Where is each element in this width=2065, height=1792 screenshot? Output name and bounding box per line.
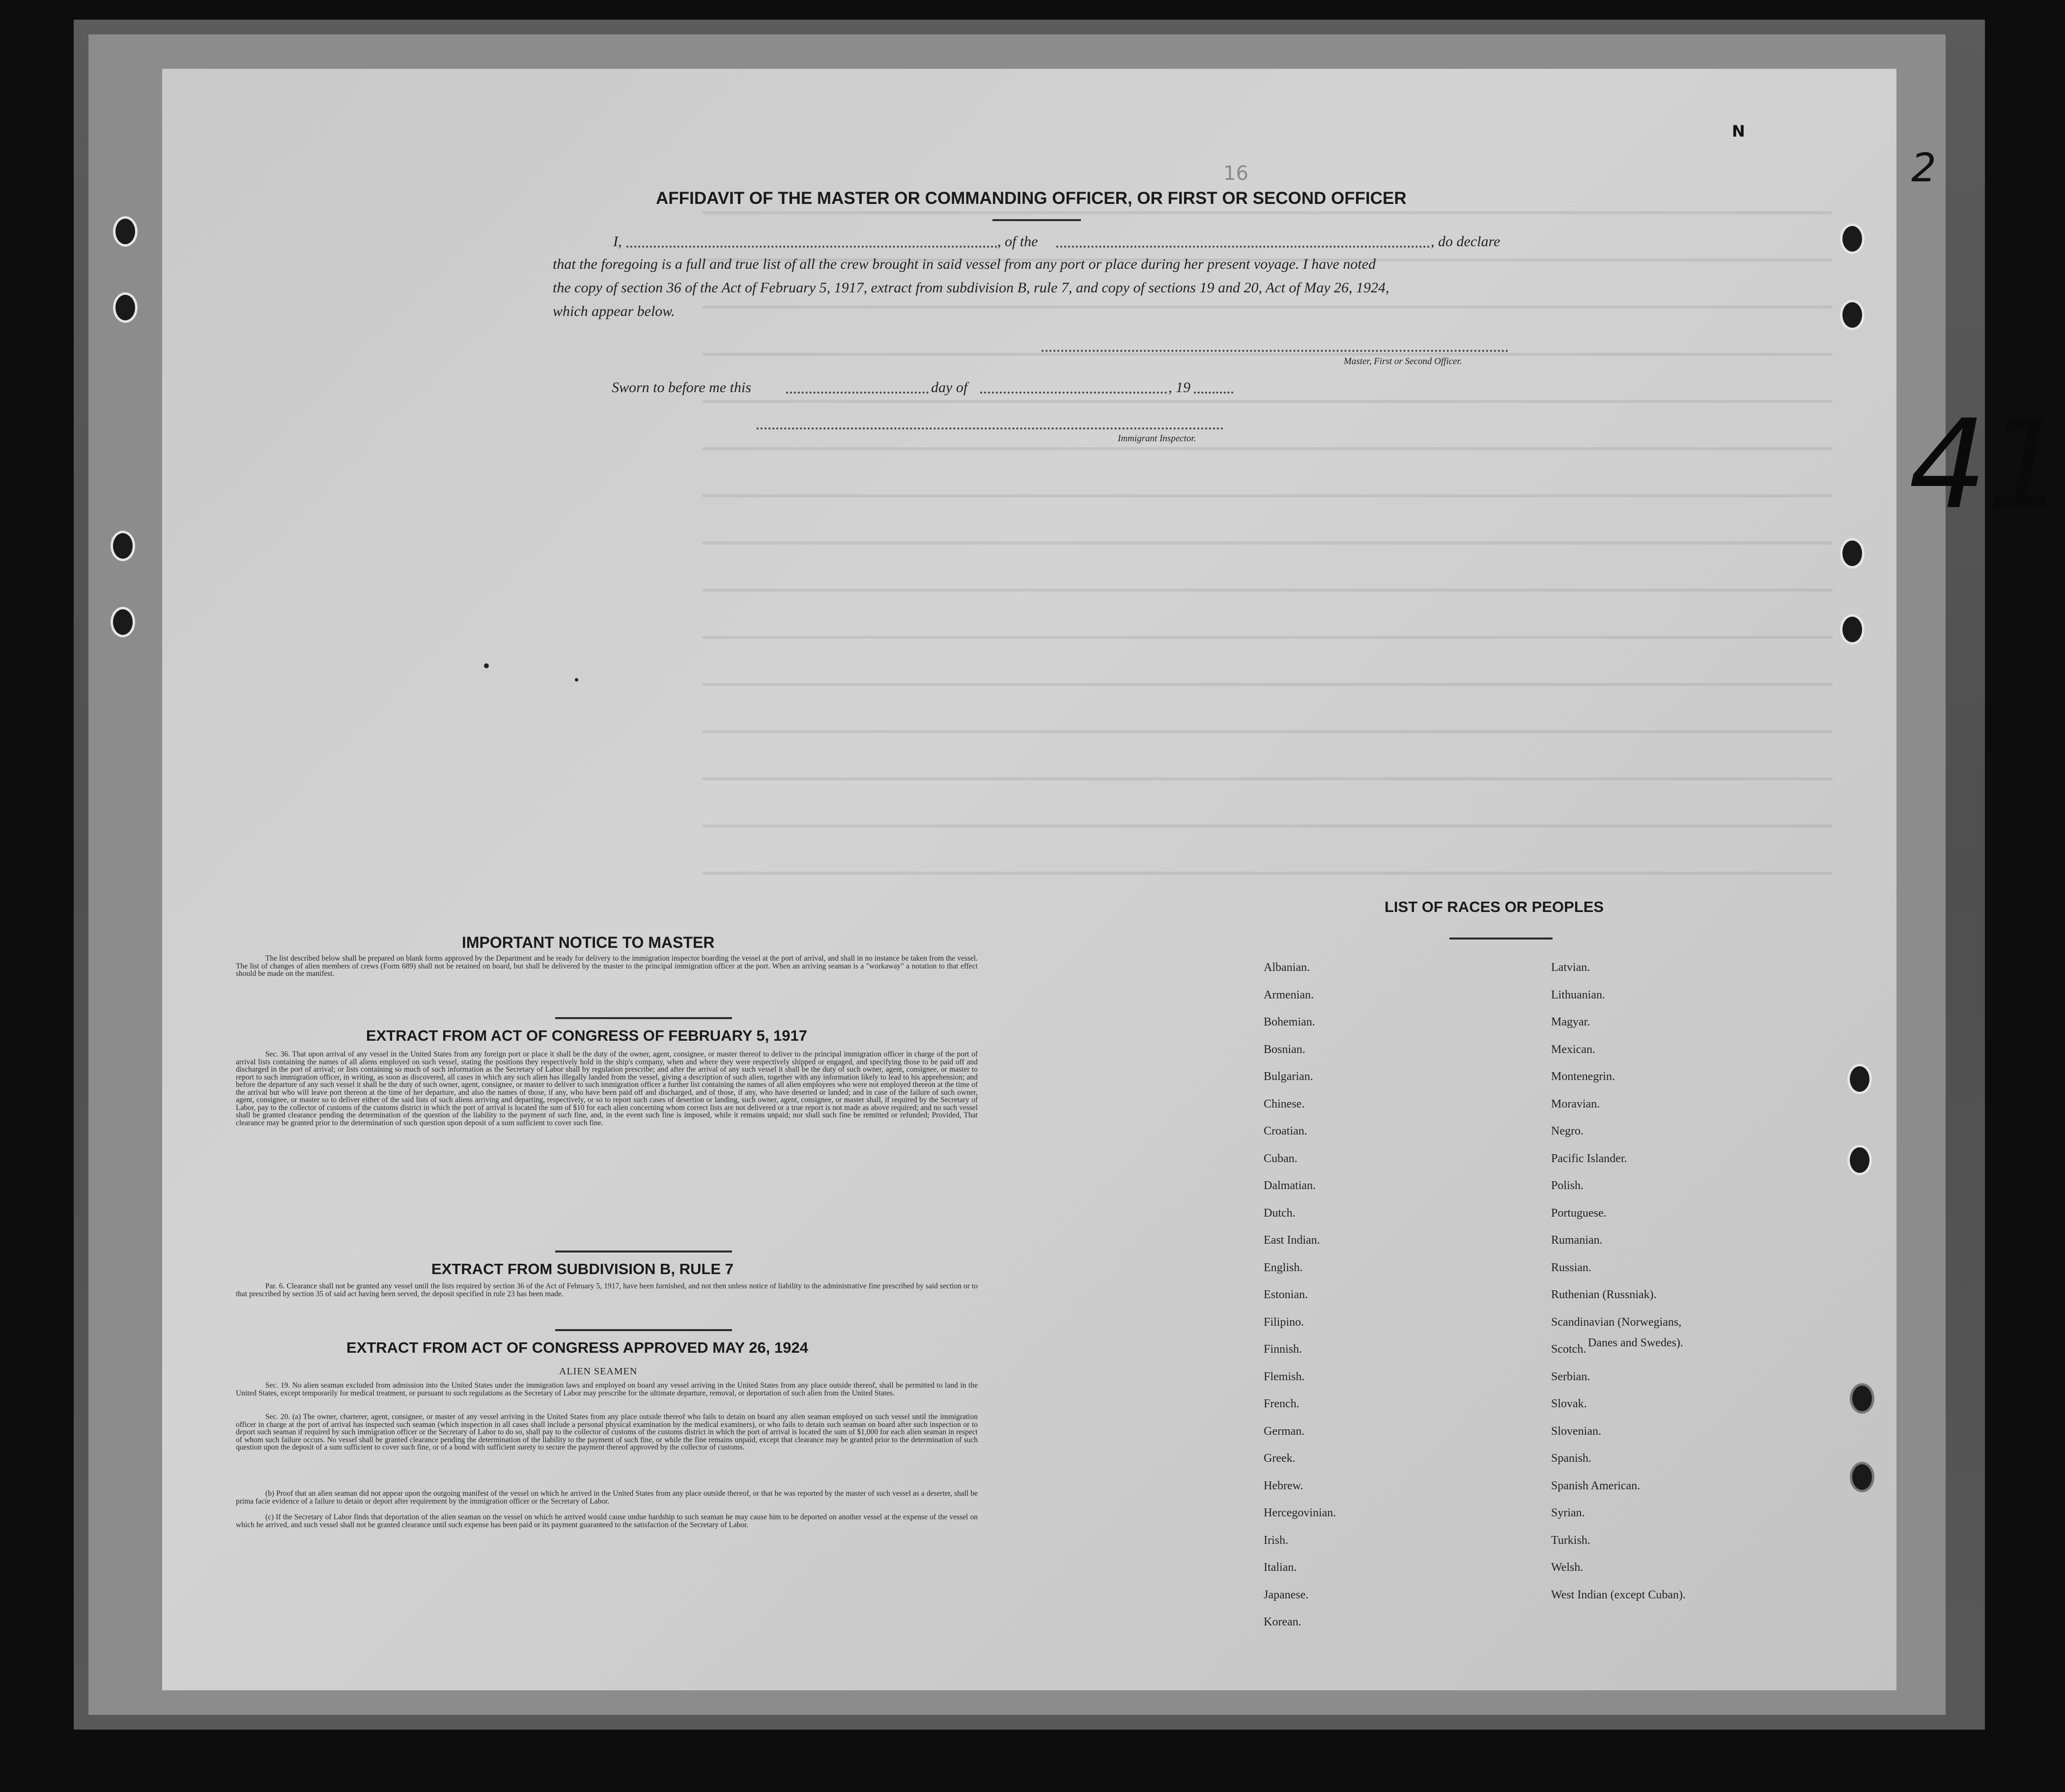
race-right-21: Spanish American. bbox=[1551, 1479, 1641, 1492]
binder-hole-right-3 bbox=[1840, 538, 1865, 569]
race-right-17: Serbian. bbox=[1551, 1370, 1590, 1383]
race-right-9: Polish. bbox=[1551, 1179, 1584, 1192]
races-title: LIST OF RACES OR PEOPLES bbox=[1385, 898, 1604, 915]
speck bbox=[575, 678, 578, 682]
sworn-day-blank bbox=[786, 392, 929, 394]
race-right-6: Moravian. bbox=[1551, 1097, 1600, 1110]
race-right-1: Latvian. bbox=[1551, 961, 1590, 974]
extract-1917-text: Sec. 36. That upon arrival of any vessel in the United States from any foreign port or place it shall be the duty of the owner, agent, consignee, or master thereof to deliver to the principal immigration officer in charge of the port of arrival lists containing the names of all aliens employed on such vessel, stating the positions they respectively hold in the ship's company, when and where they were respectively shipped or engaged, and specifying those to be paid off and discharged in the port of arrival; or lists containing so much of such information as the Secretary of Labor shall by regulation prescribe; and after the arrival of any such vessel it shall be the duty of such owner, agent, consignee, or master to report to such immigration officer, in writing, as soon as discovered, all cases in which any such alien has illegally landed from the vessel, giving a description of such alien, together with any information likely to lead to his apprehension; and before the departure of any such vessel it shall be the duty of such owner, agent, consignee, or master to deliver to such immigration officer a further list containing the names of all alien employees who were not employed thereon at the time of the arrival but who will leave port thereon at the time of her departure, and also the names of those, if any, who have been paid off and discharged, and of those, if any, who have deserted or landed; and in case of the failure of such owner, agent, consignee, or master so to deliver either of the said lists of such aliens arriving and departing, respectively, or so to report such cases of desertion or landing, such owner, agent, consignee, or master shall, if required by the Secretary of Labor, pay to the collector of customs of the customs district in which the port of arrival is located the sum of $10 for each alien concerning whom correct lists are not delivered or a true report is not made as above required; and no such vessel shall be granted clearance pending the determination of the question of the liability to the payment of such fine, and, in the event such fine is imposed, while it remains unpaid; nor shall such fine be remitted or refunded; Provided, That clearance may be granted prior to the determination of such question upon deposit of a sum sufficient to cover such fine. bbox=[236, 1050, 978, 1127]
race-left-23: Italian. bbox=[1264, 1561, 1297, 1574]
race-left-8: Cuban. bbox=[1264, 1152, 1298, 1165]
section-divider bbox=[555, 1329, 732, 1331]
binder-hole-right-6 bbox=[1847, 1145, 1872, 1175]
inspector-caption: Immigrant Inspector. bbox=[1118, 433, 1196, 444]
rule7-text: Par. 6. Clearance shall not be granted any vessel until the lists required by section 36 of the Act of February 5, 1917, have been furnished, and not then unless notice of liability to the administrative fine prescribed by said section or to that prescribed by section 35 of said act having been served, the deposit specified in rule 23 has been made. bbox=[236, 1282, 978, 1298]
race-right-25: West Indian (except Cuban). bbox=[1551, 1588, 1686, 1601]
race-left-9: Dalmatian. bbox=[1264, 1179, 1316, 1192]
race-right-14: Scandinavian (Norwegians, bbox=[1551, 1315, 1682, 1329]
handwritten-sheet-number: 41 bbox=[1909, 393, 2065, 536]
race-right-2: Lithuanian. bbox=[1551, 988, 1605, 1001]
race-left-14: Filipino. bbox=[1264, 1315, 1304, 1329]
race-right-12: Russian. bbox=[1551, 1261, 1592, 1274]
affidavit-line-2: that the foregoing is a full and true list of all the crew brought in said vessel from any port or place during her present voyage. I have noted bbox=[553, 256, 1376, 272]
affidavit-line-3: the copy of section 36 of the Act of February 5, 1917, extract from subdivision B, rule 7, and copy of sections 19 and 20, Act of May 26, 1924, bbox=[553, 280, 1389, 296]
binder-hole-left-2 bbox=[113, 292, 138, 323]
race-right-18: Slovak. bbox=[1551, 1397, 1587, 1410]
extract-1924-title: EXTRACT FROM ACT OF CONGRESS APPROVED MAY 26, 1924 bbox=[346, 1339, 808, 1356]
race-left-22: Irish. bbox=[1264, 1534, 1288, 1547]
section-divider bbox=[555, 1251, 732, 1252]
section-20b-text: (b) Proof that an alien seaman did not appear upon the outgoing manifest of the vessel on which he arrived in the United States from any place outside thereof, or that he was reported by the master of such vessel as a deserter, shall be prima facie evidence of a failure to detain or deport after requirement by the immigration officer or the Secretary of Labor. bbox=[236, 1489, 978, 1506]
race-left-21: Hercegovinian. bbox=[1264, 1507, 1336, 1519]
handwritten-corner-mark: 2 bbox=[1911, 145, 1936, 191]
binder-hole-right-7 bbox=[1850, 1383, 1874, 1414]
race-right-22: Syrian. bbox=[1551, 1507, 1585, 1519]
race-left-24: Japanese. bbox=[1264, 1588, 1309, 1601]
race-right-16: Scotch. bbox=[1551, 1343, 1586, 1356]
race-left-10: Dutch. bbox=[1264, 1206, 1296, 1220]
race-right-3: Magyar. bbox=[1551, 1016, 1590, 1028]
race-right-4: Mexican. bbox=[1551, 1043, 1595, 1056]
speck bbox=[484, 663, 489, 668]
sworn-year: , 19 bbox=[1168, 379, 1190, 396]
race-left-2: Armenian. bbox=[1264, 988, 1314, 1001]
stamp-mark: N bbox=[1732, 122, 1745, 141]
extract-1917-title: EXTRACT FROM ACT OF CONGRESS OF FEBRUARY 5, 1917 bbox=[366, 1027, 807, 1044]
race-left-19: Greek. bbox=[1264, 1452, 1296, 1465]
notice-text: The list described below shall be prepared on blank forms approved by the Department and be ready for delivery to the immigration inspector boarding the vessel at the port of arrival, and shall in no instance be taken from the vessel. The list of changes of alien members of crews (Form 689) shall not be retained on board, but shall be delivered by the master to the principal immigration officer at the port. When an arriving seaman is a "workaway" a notation to that effect should be made on the manifest. bbox=[236, 954, 978, 978]
section-20c-text: (c) If the Secretary of Labor finds that deportation of the alien seaman on the vessel on which he arrived would cause undue hardship to such seaman he may cause him to be deported on another vessel at the expense of the vessel on which he arrived, and such vessel shall not be granted clearance until such expense has been paid or its payment guaranteed to the satisfaction of the Secretary of Labor. bbox=[236, 1513, 978, 1529]
race-right-19: Slovenian. bbox=[1551, 1424, 1601, 1438]
name-blank bbox=[626, 246, 997, 248]
race-right-15: Danes and Swedes). bbox=[1588, 1336, 1683, 1349]
race-left-1: Albanian. bbox=[1264, 961, 1310, 974]
race-left-4: Bosnian. bbox=[1264, 1043, 1305, 1056]
faint-page-label: 16 bbox=[1223, 162, 1248, 185]
races-underline bbox=[1449, 938, 1553, 939]
affidavit-i: I, bbox=[613, 233, 622, 250]
master-caption: Master, First or Second Officer. bbox=[1344, 356, 1462, 367]
binder-hole-right-8 bbox=[1850, 1462, 1874, 1492]
race-left-15: Finnish. bbox=[1264, 1343, 1302, 1356]
binder-hole-right-2 bbox=[1840, 300, 1865, 330]
affidavit-of-the: , of the bbox=[997, 233, 1038, 250]
race-right-13: Ruthenian (Russniak). bbox=[1551, 1288, 1657, 1301]
sworn-day-of: day of bbox=[931, 379, 968, 396]
rule7-title: EXTRACT FROM SUBDIVISION B, RULE 7 bbox=[431, 1260, 734, 1278]
inspector-signature-line bbox=[757, 427, 1223, 429]
sworn-year-blank bbox=[1194, 392, 1233, 394]
race-right-23: Turkish. bbox=[1551, 1534, 1590, 1547]
race-left-17: French. bbox=[1264, 1397, 1300, 1410]
section-20a-text: Sec. 20. (a) The owner, charterer, agent, consignee, or master of any vessel arriving in the United States from any place outside thereof who fails to detain on board any alien seaman employed on such vessel until the immigration officer in charge at the port of arrival has inspected such seaman (which inspection in all cases shall include a personal physical examination by the medical examiners), or who fails to detain such seaman on board after such inspection or to deport such seaman if required by such immigration officer or the Secretary of Labor to do so, shall pay to the collector of customs of the customs district in which the port of arrival is located the sum of $1,000 for each alien seaman in respect of whom such failure occurs. No vessel shall be granted clearance pending the determination of the liability to the payment of such fine, or while the fine remains unpaid, except that clearance may be granted prior to the determination of such question upon the deposit of a sum sufficient to cover such fine, or of a bond with sufficient surety to secure the payment thereof approved by the collector of customs. bbox=[236, 1413, 978, 1451]
binder-hole-left-1 bbox=[113, 216, 138, 247]
race-left-16: Flemish. bbox=[1264, 1370, 1305, 1383]
race-right-5: Montenegrin. bbox=[1551, 1070, 1615, 1083]
binder-hole-right-1 bbox=[1840, 224, 1865, 254]
race-right-7: Negro. bbox=[1551, 1125, 1584, 1138]
race-left-6: Chinese. bbox=[1264, 1097, 1305, 1110]
race-left-18: German. bbox=[1264, 1424, 1305, 1438]
affidavit-line-4: which appear below. bbox=[553, 303, 675, 319]
race-right-8: Pacific Islander. bbox=[1551, 1152, 1627, 1165]
race-left-12: English. bbox=[1264, 1261, 1303, 1274]
binder-hole-right-5 bbox=[1847, 1064, 1872, 1094]
alien-seamen-subtitle: ALIEN SEAMEN bbox=[559, 1366, 638, 1377]
vessel-blank bbox=[1056, 246, 1430, 248]
sworn-month-blank bbox=[980, 392, 1167, 394]
section-divider bbox=[555, 1017, 732, 1019]
race-left-20: Hebrew. bbox=[1264, 1479, 1303, 1492]
race-left-5: Bulgarian. bbox=[1264, 1070, 1313, 1083]
master-signature-line bbox=[1042, 350, 1508, 352]
sworn-text: Sworn to before me this bbox=[612, 379, 751, 396]
affidavit-title: AFFIDAVIT OF THE MASTER OR COMMANDING OFFICER, OR FIRST OR SECOND OFFICER bbox=[656, 189, 1407, 208]
race-left-25: Korean. bbox=[1264, 1616, 1301, 1628]
binder-hole-left-3 bbox=[111, 531, 135, 561]
race-right-24: Welsh. bbox=[1551, 1561, 1584, 1574]
affidavit-underline bbox=[992, 219, 1081, 221]
binder-hole-left-4 bbox=[111, 607, 135, 637]
race-right-10: Portuguese. bbox=[1551, 1206, 1607, 1220]
section-19-text: Sec. 19. No alien seaman excluded from admission into the United States under the immigration laws and employed on board any vessel arriving in the United States from any place outside thereof, shall be permitted to land in the United States, except temporarily for medical treatment, or pursuant to such regulations as the Secretary of Labor may prescribe for the ultimate departure, removal, or deportation of such alien from the United States. bbox=[236, 1381, 978, 1397]
race-left-3: Bohemian. bbox=[1264, 1016, 1315, 1028]
race-right-20: Spanish. bbox=[1551, 1452, 1592, 1465]
race-left-13: Estonian. bbox=[1264, 1288, 1308, 1301]
binder-hole-right-4 bbox=[1840, 614, 1865, 645]
race-left-7: Croatian. bbox=[1264, 1125, 1307, 1138]
race-left-11: East Indian. bbox=[1264, 1234, 1320, 1247]
notice-title: IMPORTANT NOTICE TO MASTER bbox=[462, 934, 715, 951]
race-right-11: Rumanian. bbox=[1551, 1234, 1603, 1247]
affidavit-declare: , do declare bbox=[1431, 233, 1500, 250]
